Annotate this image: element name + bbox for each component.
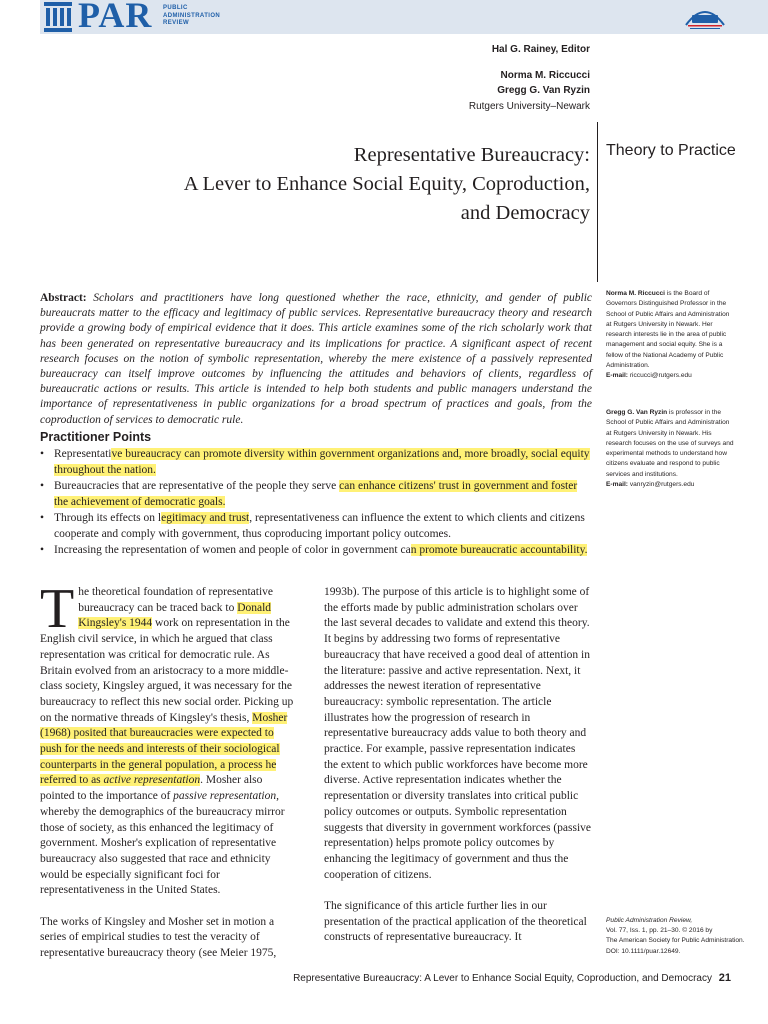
aspa-logo-icon [680, 3, 730, 32]
editor-name: Hal G. Rainey, Editor [491, 44, 590, 55]
citation-details: Vol. 77, Iss. 1, pp. 21–30. © 2016 by [606, 927, 713, 935]
abstract-text: Scholars and practitioners have long questioned whether the race, ethnicity, and gender of public bureaucrats matter to the efficacy and legitimacy of public services. Representative bureaucracy theory and research provide a growing body of empirical evidence that it does. This article examines some of the rich scholarly work that has been generated on representative bureaucracy and its implications for practice. A significant aspect of recent research focuses on the notion of symbolic representation, whereby the mere existence of a passively represented bureaucracy can itself improve outcomes by influencing the attitudes and behaviors of clients, regardless of bureaucratic actions or results. This article is intended to help both students and public managers understand the importance of representativeness in public organizations for a broad spectrum of practices and goals, from the coproduction of services to democratic rule. [40, 292, 592, 426]
body-paragraph: The significance of this article further lies in our presentation of the practical application of the theoretical constructs of representative bureaucracy. It [324, 900, 587, 944]
practitioner-points-list [40, 446, 592, 558]
citation-society: The American Society for Public Administration. [606, 937, 745, 945]
author-email: vanryzin@rutgers.edu [627, 481, 695, 489]
abstract [40, 291, 592, 428]
author-bio: Gregg G. Van Ryzin is professor in the School of Public Affairs and Administration at Rutgers University in Newark. His research focuses on the use of surveys and experimental methods to understand how citizens evaluate and respond to public services and institutions. E-mail: vanryzin@rutgers.edu [606, 409, 734, 489]
journal-name-line: REVIEW [163, 20, 190, 26]
citation-journal: Public Administration Review, [606, 917, 693, 924]
section-divider [597, 122, 598, 282]
running-footer: Representative Bureaucracy: A Lever to Enhance Social Equity, Coproduction, and Democracy [293, 973, 712, 984]
author-email: riccucci@rutgers.edu [627, 372, 692, 380]
title-line: A Lever to Enhance Social Equity, Coproduction, [183, 173, 590, 195]
journal-name-line: PUBLIC [163, 5, 188, 11]
list-item: • Representative bureaucracy can promote diversity within government organizations and, more broadly, social equity throughout the nation. [40, 446, 592, 478]
body-column-left [40, 578, 296, 962]
body-column-right [324, 585, 592, 946]
author-bio: Norma M. Riccucci is the Board of Governors Distinguished Professor in the School of Public Affairs and Administration at Rutgers University in Newark. Her research interests lie in the area of public management and social equity. She is a fellow of the National Academy of Public Administration. E-mail: riccucci@rutgers.edu [606, 290, 730, 380]
highlighted-text: ve bureaucracy can promote diversity within government organizations and, more broadly, social equity throughout the nation. [54, 448, 590, 476]
highlighted-text: Mosher (1968) posited that bureaucracies were expected to push for the needs and interests of their sociological counterparts in the general population, a process he referred to as active representation [40, 711, 288, 787]
practitioner-points-heading: Practitioner Points [40, 430, 152, 444]
author-name: Norma M. Riccucci [500, 70, 590, 81]
list-item: • Increasing the representation of women and people of color in government can promote bureaucratic accountability. [40, 542, 592, 558]
highlighted-text: can enhance citizens' trust in government and foster the achievement of democratic goals. [54, 480, 578, 508]
citation-doi: DOI: 10.1111/puar.12649. [606, 947, 681, 955]
journal-name-line: ADMINISTRATION [163, 12, 221, 19]
abstract-label: Abstract: [40, 292, 87, 304]
journal-logo-text: PAR [78, 0, 153, 35]
list-item: • Through its effects on legitimacy and trust, representativeness can influence the extent to which clients and citizens cooperate and comply with government, thus coproducing important policy outcomes. [40, 510, 592, 542]
article-title [90, 141, 590, 228]
list-item: • Bureaucracies that are representative of the people they serve can enhance citizens' trust in government and foster the achievement of democratic goals. [40, 478, 592, 510]
highlighted-text: Donald Kingsley's 1944 [78, 601, 272, 630]
section-label: Theory to Practice [606, 142, 736, 159]
drop-cap: T [40, 578, 75, 640]
title-line: and Democracy [460, 202, 590, 224]
highlighted-text: n promote bureaucratic accountability. [410, 544, 588, 556]
author-name: Gregg G. Van Ryzin [497, 85, 590, 96]
body-paragraph: The works of Kingsley and Mosher set in motion a series of empirical studies to test the veracity of representative bureaucracy theory (see Meier 1975, [40, 915, 277, 960]
author-affiliation: Rutgers University–Newark [468, 101, 590, 112]
highlighted-text: egitimacy and trust [161, 512, 250, 524]
body-paragraph: The theoretical foundation of representative bureaucracy can be traced back to Donald Kingsley's 1944 work on representation in the English civil service, in which he argued that class representation was critical for democratic rule. As Britain evolved from an aristocracy to a more middle-class society, Kingsley argued, it was necessary for the bureaucracy to reflect this new social order. Picking up on the normative threads of Kingsley's thesis, Mosher (1968) posited that bureaucracies were expected to push for the needs and interests of their sociological counterparts in the general population, a process he referred to as active representation. Mosher also pointed to the importance of passive representation, whereby the demographics of the bureaucracy mirror those of society, as this enhanced the legitimacy of government. Mosher's explication of representative bureaucracy also suggested that race and ethnicity would be especially significant foci for representativeness in the United States. [40, 578, 294, 897]
title-line: Representative Bureaucracy: [353, 144, 590, 166]
page-number: 21 [718, 972, 731, 984]
par-pillars-icon [44, 2, 72, 32]
body-paragraph: 1993b). The purpose of this article is to highlight some of the efforts made by public administration scholars over the last several decades to validate and extend this theory. It begins by addressing two forms of representative bureaucracy that have received a good deal of attention in the literature: passive and active representation. Next, it addresses the newest iteration of representative bureaucracy: symbolic representation. The article illustrates how the progression of research in representative bureaucracy adds value to both theory and practice. For example, passive representation indicates the extent to which public workforces have become more diverse. Active representation indicates whether the representation or diversity translates into critical public policy outcomes or outputs. Symbolic representation suggests that diversity in government workforces (passive representation) helps promote policy outcomes by enhancing the legitimacy of government and thus the cooperation of citizens. [324, 586, 591, 881]
journal-name [163, 5, 220, 28]
citation-block [606, 916, 746, 957]
